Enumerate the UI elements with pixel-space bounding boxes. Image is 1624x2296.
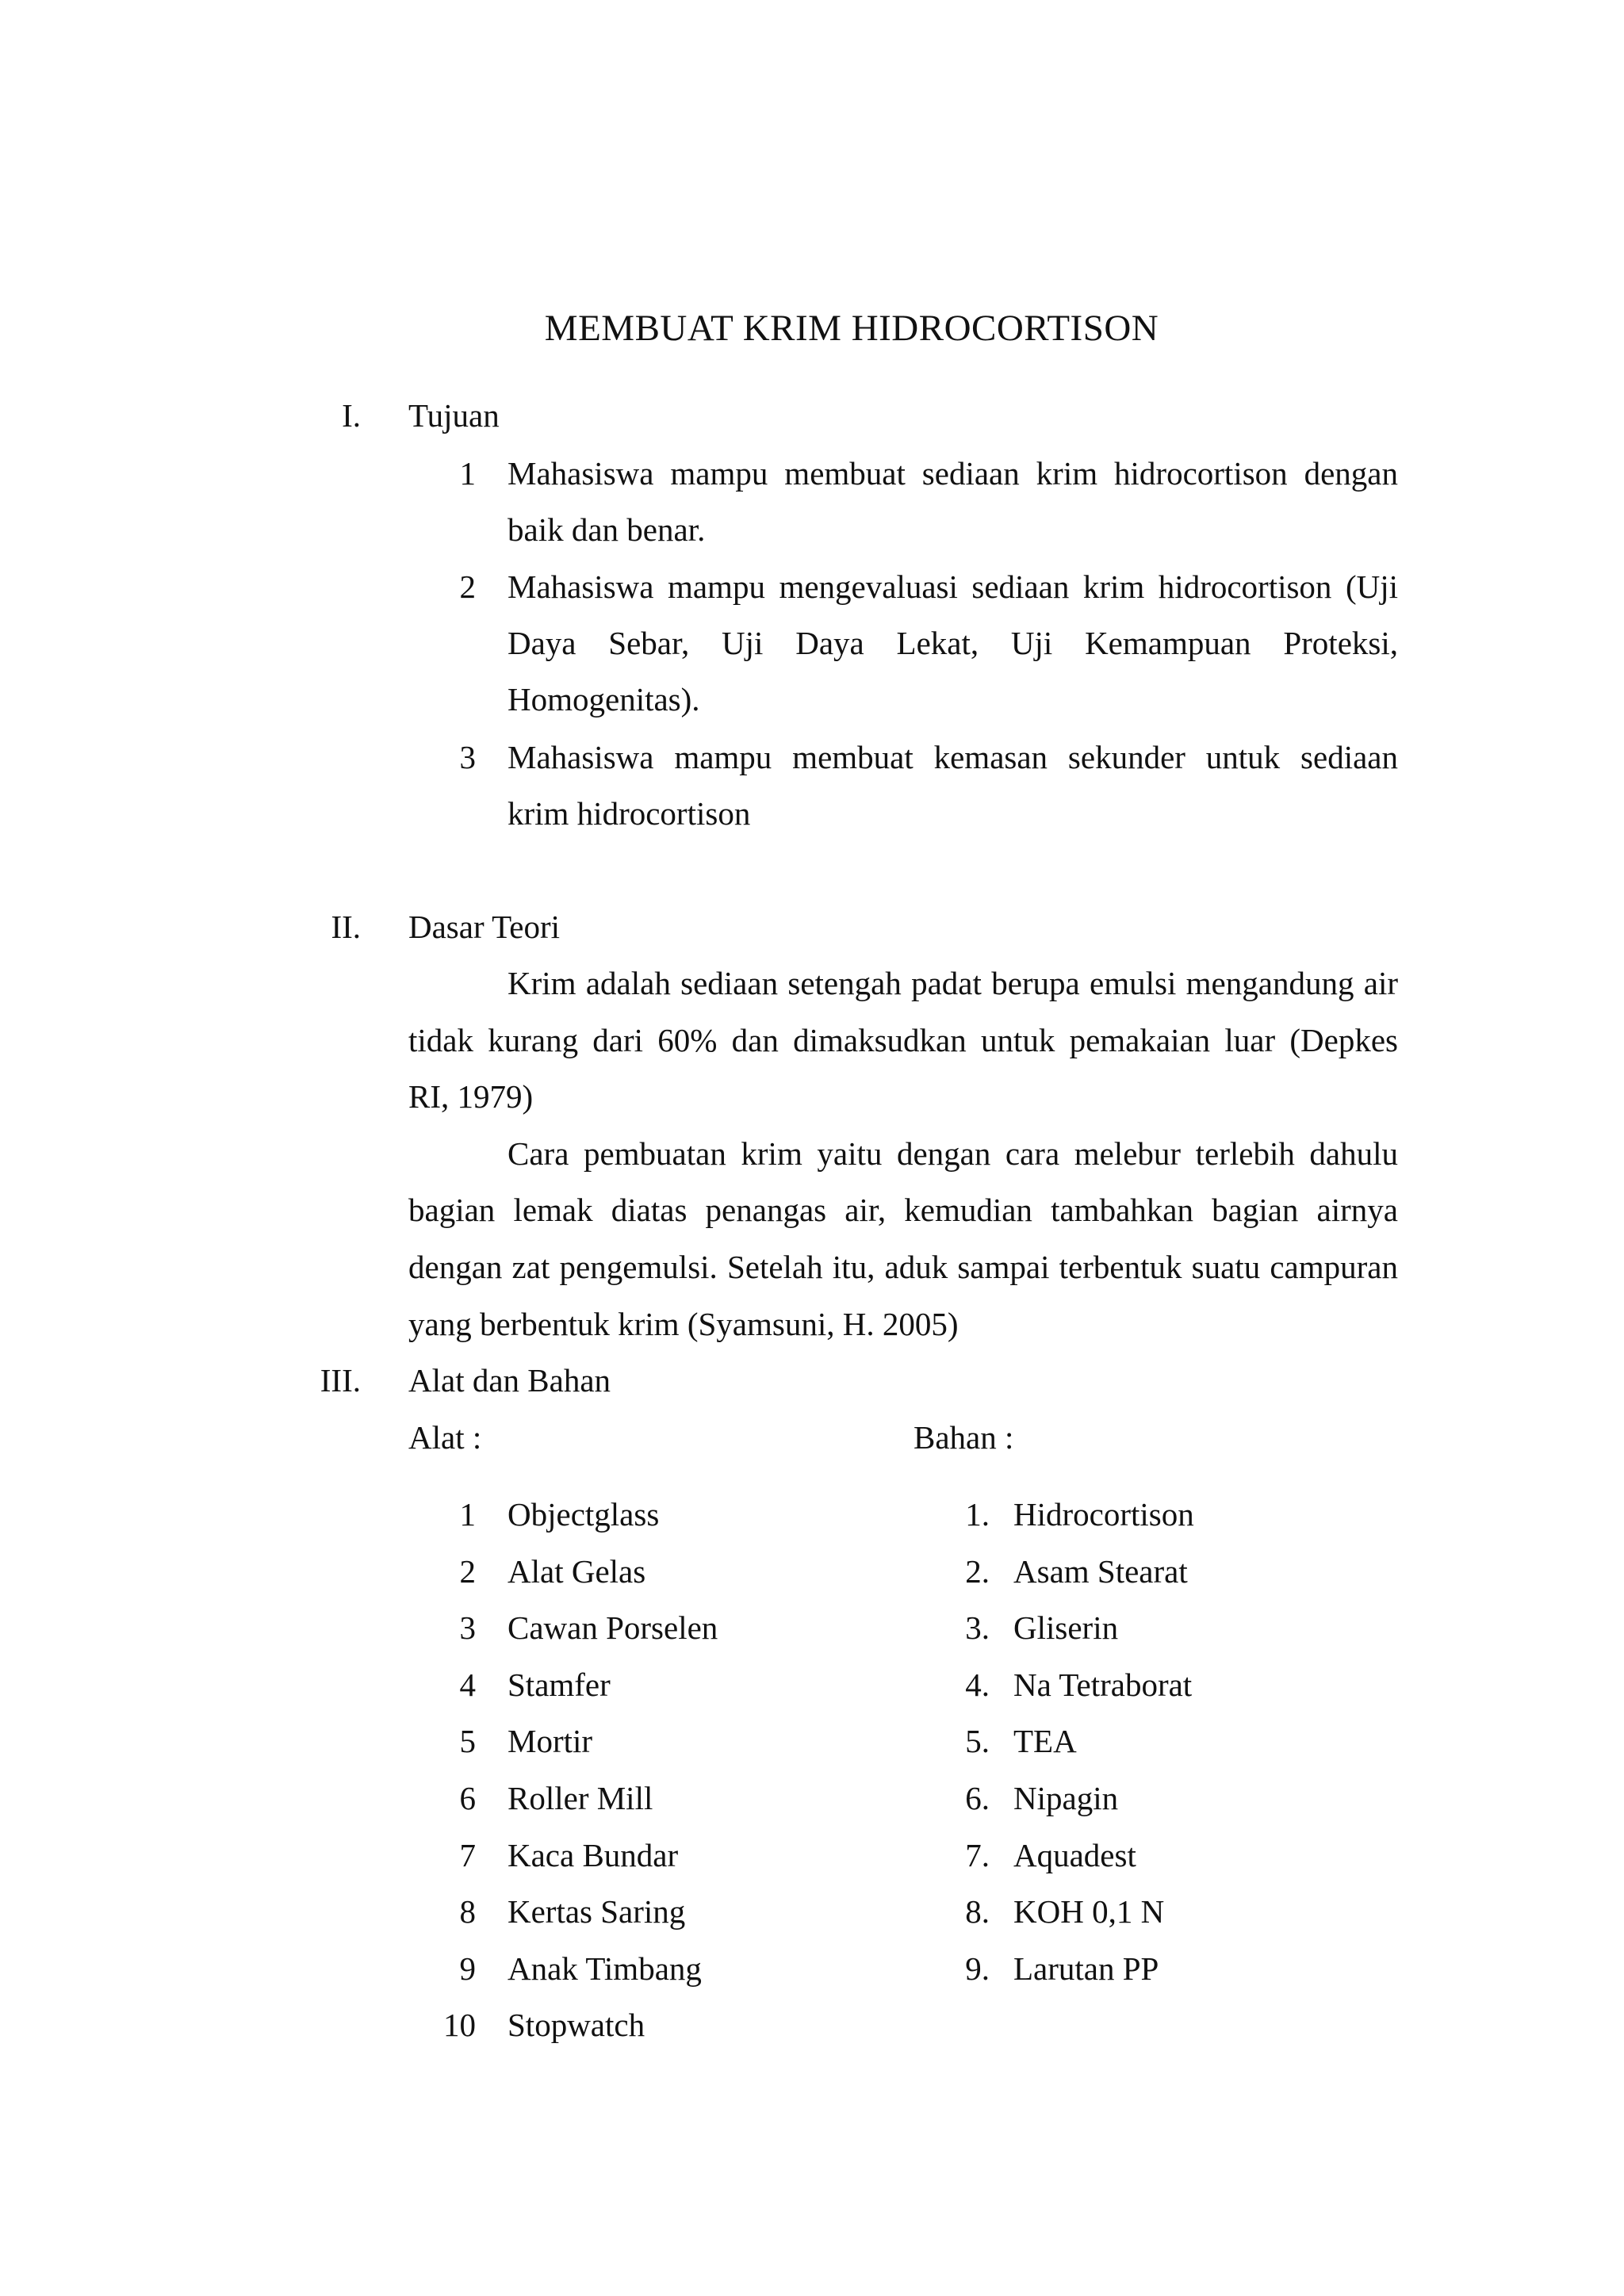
objective-number: 2 [459, 568, 476, 605]
list-item-text: Larutan PP [1013, 1950, 1159, 1987]
objective-line: krim hidrocortison [508, 795, 751, 832]
list-item-text: KOH 0,1 N [1013, 1893, 1165, 1930]
paragraph-line: RI, 1979) [408, 1078, 534, 1115]
list-item-number: 6 [459, 1780, 476, 1816]
list-item-number: 7 [459, 1837, 476, 1873]
section-2-numeral: II. [331, 909, 361, 945]
list-item-text: Alat Gelas [508, 1553, 646, 1590]
list-item-number: 4. [965, 1667, 990, 1703]
paragraph-line: Krim adalah sediaan setengah padat berupa emulsi mengandung air [508, 965, 1398, 1001]
objective-number: 1 [459, 455, 476, 492]
objective-line: Mahasiswa mampu mengevaluasi sediaan krim hidrocortison (Uji [508, 568, 1398, 605]
alat-label: Alat : [408, 1419, 482, 1456]
list-item-number: 7. [965, 1837, 990, 1873]
list-item-text: Mortir [508, 1723, 593, 1759]
list-item-number: 2 [459, 1553, 476, 1590]
list-item-number: 1. [965, 1496, 990, 1533]
objective-line: baik dan benar. [508, 511, 706, 548]
objective-line: Mahasiswa mampu membuat sediaan krim hidrocortison dengan [508, 455, 1398, 492]
list-item-number: 2. [965, 1553, 990, 1590]
objective-line: Homogenitas). [508, 681, 700, 718]
list-item-number: 8 [459, 1893, 476, 1930]
list-item-number: 9 [459, 1950, 476, 1987]
list-item-number: 5. [965, 1723, 990, 1759]
list-item-number: 9. [965, 1950, 990, 1987]
list-item-number: 5 [459, 1723, 476, 1759]
list-item-text: Stamfer [508, 1667, 611, 1703]
objective-number: 3 [459, 739, 476, 775]
paragraph-line: yang berbentuk krim (Syamsuni, H. 2005) [408, 1306, 959, 1342]
section-3-heading: Alat dan Bahan [408, 1362, 611, 1399]
section-2-heading: Dasar Teori [408, 909, 561, 945]
page-title: MEMBUAT KRIM HIDROCORTISON [544, 308, 1159, 349]
list-item-number: 8. [965, 1893, 990, 1930]
section-1-heading: Tujuan [408, 397, 500, 434]
list-item-number: 3 [459, 1609, 476, 1646]
paragraph-line: tidak kurang dari 60% dan dimaksudkan untuk pemakaian luar (Depkes [408, 1022, 1398, 1058]
bahan-label: Bahan : [914, 1419, 1014, 1456]
list-item-text: TEA [1013, 1723, 1077, 1759]
section-3-numeral: III. [320, 1362, 361, 1399]
paragraph-line: Cara pembuatan krim yaitu dengan cara melebur terlebih dahulu [508, 1135, 1398, 1172]
list-item-number: 6. [965, 1780, 990, 1816]
list-item-text: Asam Stearat [1013, 1553, 1188, 1590]
objective-line: Mahasiswa mampu membuat kemasan sekunder untuk sediaan [508, 739, 1398, 775]
list-item-number: 1 [459, 1496, 476, 1533]
objective-line: Daya Sebar, Uji Daya Lekat, Uji Kemampuan Proteksi, [508, 625, 1398, 661]
list-item-text: Gliserin [1013, 1609, 1119, 1646]
paragraph-line: bagian lemak diatas penangas air, kemudian tambahkan bagian airnya [408, 1192, 1398, 1228]
list-item-text: Hidrocortison [1013, 1496, 1194, 1533]
list-item-text: Kertas Saring [508, 1893, 686, 1930]
list-item-text: Anak Timbang [508, 1950, 702, 1987]
list-item-text: Nipagin [1013, 1780, 1119, 1816]
list-item-text: Cawan Porselen [508, 1609, 718, 1646]
list-item-number: 4 [459, 1667, 476, 1703]
list-item-text: Na Tetraborat [1013, 1667, 1193, 1703]
list-item-number: 10 [443, 2007, 476, 2043]
list-item-text: Objectglass [508, 1496, 660, 1533]
list-item-text: Stopwatch [508, 2007, 645, 2043]
list-item-text: Roller Mill [508, 1780, 653, 1816]
list-item-text: Aquadest [1013, 1837, 1136, 1873]
list-item-number: 3. [965, 1609, 990, 1646]
list-item-text: Kaca Bundar [508, 1837, 679, 1873]
paragraph-line: dengan zat pengemulsi. Setelah itu, aduk sampai terbentuk suatu campuran [408, 1249, 1398, 1285]
section-1-numeral: I. [342, 397, 361, 434]
